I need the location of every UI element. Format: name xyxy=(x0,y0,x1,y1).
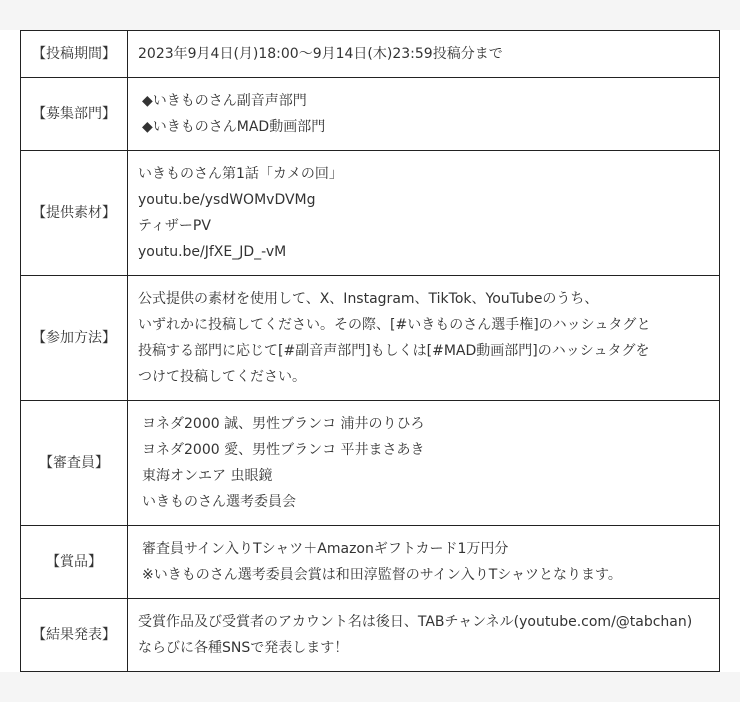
row-value xyxy=(128,31,720,78)
table-row-how-to-enter xyxy=(21,276,720,401)
table-row-materials xyxy=(21,151,720,276)
row-value xyxy=(128,151,720,276)
value-line: ※いきものさん選考委員会賞は和田淳監督のサイン入りTシャツとなります。 xyxy=(142,567,622,583)
value-line: つけて投稿してください。 xyxy=(138,369,306,385)
value-line: いきものさん選考委員会 xyxy=(142,494,296,510)
value-line: いずれかに投稿してください。その際、[#いきものさん選手権]のハッシュタグと xyxy=(138,317,651,333)
table-row-prizes xyxy=(21,526,720,599)
row-label: 【賞品】 xyxy=(21,526,128,599)
row-label: 【投稿期間】 xyxy=(21,31,128,78)
value-line: 受賞作品及び受賞者のアカウント名は後日、TABチャンネル(youtube.com/@tabchan) xyxy=(138,614,693,630)
value-line: 東海オンエア 虫眼鏡 xyxy=(142,468,273,484)
row-value xyxy=(128,526,720,599)
video-link-teaser[interactable]: youtu.be/JfXE_JD_-vM xyxy=(138,244,287,260)
value-line: ヨネダ2000 愛、男性ブランコ 平井まさあき xyxy=(142,442,425,458)
table-row-categories xyxy=(21,78,720,151)
value-line: ヨネダ2000 誠、男性ブランコ 浦井のりひろ xyxy=(142,416,425,432)
row-value xyxy=(128,599,720,672)
video-link-episode1[interactable]: youtu.be/ysdWOMvDVMg xyxy=(138,192,316,208)
table-row-judges xyxy=(21,401,720,526)
value-line: 2023年9月4日(月)18:00〜9月14日(木)23:59投稿分まで xyxy=(138,46,503,62)
value-line: 審査員サイン入りTシャツ＋Amazonギフトカード1万円分 xyxy=(142,541,509,557)
value-line: ティザーPV xyxy=(138,218,211,234)
row-label: 【提供素材】 xyxy=(21,151,128,276)
row-label: 【審査員】 xyxy=(21,401,128,526)
row-label: 【結果発表】 xyxy=(21,599,128,672)
row-value xyxy=(128,401,720,526)
row-value xyxy=(128,78,720,151)
value-line: いきものさん第1話「カメの回」 xyxy=(138,166,343,182)
table-row-posting-period xyxy=(21,31,720,78)
row-value xyxy=(128,276,720,401)
row-label: 【募集部門】 xyxy=(21,78,128,151)
value-line: ◆いきものさんMAD動画部門 xyxy=(142,119,326,135)
value-line: ならびに各種SNSで発表します！ xyxy=(138,640,349,656)
table-row-results xyxy=(21,599,720,672)
row-label: 【参加方法】 xyxy=(21,276,128,401)
value-line: 投稿する部門に応じて[#副音声部門]もしくは[#MAD動画部門]のハッシュタグを xyxy=(138,343,650,359)
value-line: ◆いきものさん副音声部門 xyxy=(142,93,307,109)
value-line: 公式提供の素材を使用して、X、Instagram、TikTok、YouTubeのうち、 xyxy=(138,291,599,307)
info-table xyxy=(20,30,720,672)
